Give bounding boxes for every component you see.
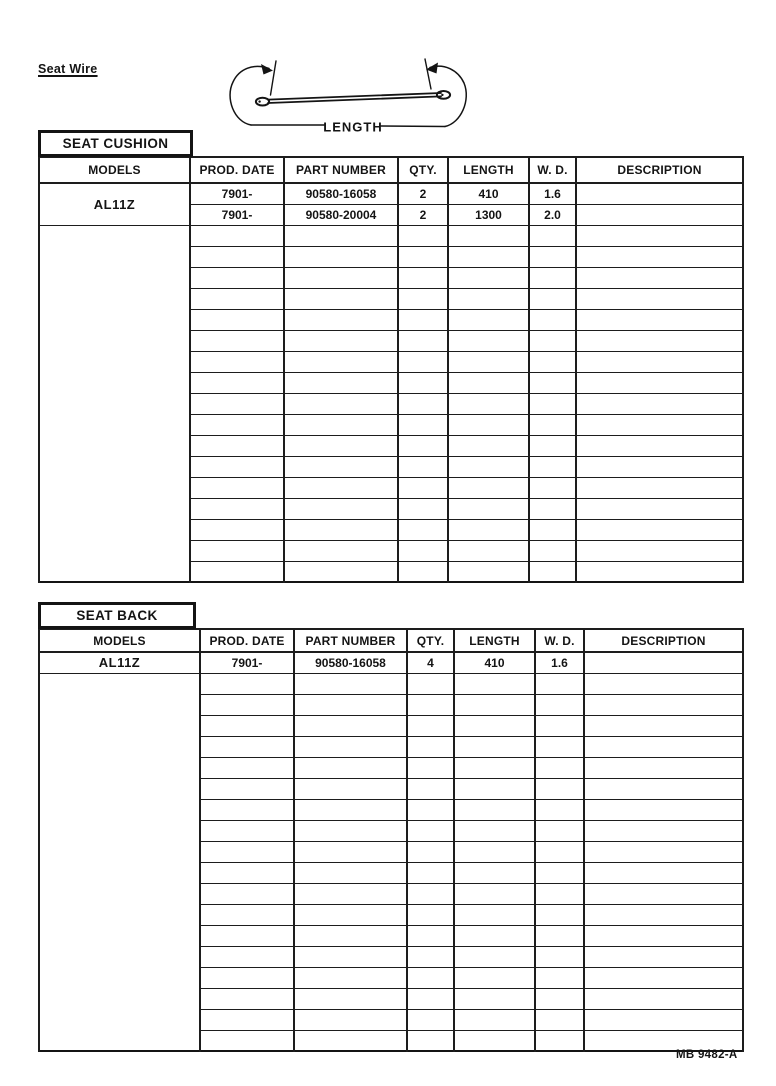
empty-cell (448, 288, 529, 309)
empty-cell (200, 736, 294, 757)
table-header (39, 157, 743, 183)
empty-cell (448, 372, 529, 393)
empty-cell (284, 414, 398, 435)
empty-cell (454, 1009, 535, 1030)
empty-cell (448, 414, 529, 435)
empty-cell (584, 946, 743, 967)
empty-cell (398, 309, 448, 330)
empty-cell (294, 778, 407, 799)
empty-models-cell (39, 225, 190, 582)
empty-cell (535, 904, 584, 925)
empty-cell (294, 673, 407, 694)
column-header: MODELS (39, 157, 190, 183)
length-leader-right (381, 126, 445, 127)
empty-cell (448, 393, 529, 414)
empty-cell (576, 288, 743, 309)
empty-cell (529, 246, 576, 267)
empty-cell (454, 757, 535, 778)
empty-cell (398, 435, 448, 456)
empty-cell (454, 988, 535, 1009)
empty-cell (535, 736, 584, 757)
empty-cell (398, 246, 448, 267)
empty-cell (576, 393, 743, 414)
empty-cell (576, 540, 743, 561)
empty-cell (576, 498, 743, 519)
empty-cell (294, 988, 407, 1009)
empty-cell (448, 309, 529, 330)
empty-cell (407, 799, 454, 820)
column-header: MODELS (39, 629, 200, 652)
empty-cell (294, 736, 407, 757)
empty-cell (448, 246, 529, 267)
empty-cell (200, 757, 294, 778)
empty-cell (529, 267, 576, 288)
empty-cell (448, 435, 529, 456)
empty-cell (398, 330, 448, 351)
empty-cell (398, 225, 448, 246)
empty-cell (190, 561, 284, 582)
cell-length: 1300 (448, 204, 529, 225)
empty-cell (190, 540, 284, 561)
empty-cell (454, 967, 535, 988)
empty-cell (284, 393, 398, 414)
empty-cell (535, 715, 584, 736)
empty-cell (448, 561, 529, 582)
empty-cell (407, 904, 454, 925)
empty-cell (454, 904, 535, 925)
empty-row (39, 225, 743, 246)
empty-cell (529, 372, 576, 393)
doc-code: MB 9482-A (676, 1049, 738, 1061)
left-extension-line (271, 61, 277, 95)
empty-cell (584, 883, 743, 904)
wire-left-hook-eye (258, 100, 260, 102)
empty-cell (407, 862, 454, 883)
column-header: PART NUMBER (294, 629, 407, 652)
cell-description (576, 183, 743, 204)
empty-cell (454, 736, 535, 757)
empty-cell (200, 1030, 294, 1051)
cell-part_number: 90580-20004 (284, 204, 398, 225)
empty-cell (294, 799, 407, 820)
empty-cell (454, 841, 535, 862)
data-row (39, 183, 743, 204)
empty-cell (535, 841, 584, 862)
empty-cell (448, 225, 529, 246)
empty-cell (535, 757, 584, 778)
seat-cushion-table (38, 156, 744, 583)
empty-cell (190, 330, 284, 351)
empty-row (39, 673, 743, 694)
empty-cell (448, 477, 529, 498)
column-header: LENGTH (454, 629, 535, 652)
cell-description (576, 204, 743, 225)
empty-cell (529, 393, 576, 414)
empty-cell (529, 330, 576, 351)
empty-cell (529, 309, 576, 330)
seat-wire-diagram (228, 56, 473, 141)
empty-cell (200, 988, 294, 1009)
empty-cell (454, 778, 535, 799)
empty-cell (284, 456, 398, 477)
empty-cell (284, 288, 398, 309)
empty-cell (584, 862, 743, 883)
empty-cell (454, 715, 535, 736)
empty-cell (454, 862, 535, 883)
empty-cell (454, 694, 535, 715)
empty-cell (294, 715, 407, 736)
empty-cell (535, 925, 584, 946)
empty-cell (535, 1009, 584, 1030)
column-header: PART NUMBER (284, 157, 398, 183)
empty-cell (535, 694, 584, 715)
empty-cell (529, 477, 576, 498)
empty-cell (529, 561, 576, 582)
empty-cell (200, 778, 294, 799)
empty-cell (190, 288, 284, 309)
header-row (39, 157, 743, 183)
empty-cell (190, 246, 284, 267)
empty-cell (454, 820, 535, 841)
empty-cell (407, 988, 454, 1009)
column-header: PROD. DATE (200, 629, 294, 652)
empty-cell (535, 1030, 584, 1051)
empty-cell (529, 288, 576, 309)
empty-cell (190, 225, 284, 246)
cell-wd: 2.0 (529, 204, 576, 225)
left-dimension-arc (230, 66, 269, 125)
empty-cell (398, 288, 448, 309)
empty-cell (576, 330, 743, 351)
empty-cell (284, 519, 398, 540)
empty-cell (576, 246, 743, 267)
data-row (39, 652, 743, 673)
empty-cell (407, 757, 454, 778)
column-header: W. D. (535, 629, 584, 652)
empty-cell (407, 820, 454, 841)
empty-cell (294, 841, 407, 862)
wire-rod (268, 93, 441, 100)
empty-cell (448, 267, 529, 288)
cell-qty: 2 (398, 204, 448, 225)
empty-cell (284, 246, 398, 267)
empty-cell (200, 862, 294, 883)
empty-cell (398, 477, 448, 498)
empty-cell (407, 694, 454, 715)
empty-cell (407, 967, 454, 988)
empty-cell (190, 456, 284, 477)
empty-cell (200, 967, 294, 988)
empty-cell (398, 456, 448, 477)
empty-cell (576, 225, 743, 246)
cell-qty: 2 (398, 183, 448, 204)
empty-cell (576, 267, 743, 288)
empty-cell (284, 309, 398, 330)
empty-cell (284, 330, 398, 351)
empty-cell (407, 883, 454, 904)
right-extension-line (425, 59, 431, 89)
empty-cell (535, 988, 584, 1009)
empty-cell (200, 694, 294, 715)
empty-cell (529, 351, 576, 372)
empty-cell (576, 351, 743, 372)
empty-cell (584, 988, 743, 1009)
empty-cell (398, 498, 448, 519)
empty-cell (448, 330, 529, 351)
column-header: PROD. DATE (190, 157, 284, 183)
empty-cell (584, 736, 743, 757)
empty-cell (294, 694, 407, 715)
cell-qty: 4 (407, 652, 454, 673)
empty-cell (294, 862, 407, 883)
empty-cell (535, 946, 584, 967)
empty-cell (584, 925, 743, 946)
table-header (39, 629, 743, 652)
empty-cell (584, 778, 743, 799)
empty-cell (454, 1030, 535, 1051)
empty-cell (284, 435, 398, 456)
empty-cell (200, 820, 294, 841)
empty-cell (454, 799, 535, 820)
empty-models-cell (39, 673, 200, 1051)
empty-cell (529, 225, 576, 246)
cell-prod_date: 7901- (190, 204, 284, 225)
empty-cell (407, 925, 454, 946)
empty-cell (584, 757, 743, 778)
empty-cell (398, 393, 448, 414)
column-header: LENGTH (448, 157, 529, 183)
empty-cell (398, 351, 448, 372)
empty-cell (584, 715, 743, 736)
empty-cell (398, 267, 448, 288)
empty-cell (294, 967, 407, 988)
empty-cell (200, 946, 294, 967)
header-row (39, 629, 743, 652)
empty-cell (200, 925, 294, 946)
empty-cell (584, 673, 743, 694)
empty-cell (584, 967, 743, 988)
empty-cell (284, 351, 398, 372)
empty-cell (398, 561, 448, 582)
length-label: LENGTH (323, 119, 383, 135)
empty-cell (294, 946, 407, 967)
table-body (39, 652, 743, 1051)
empty-cell (576, 435, 743, 456)
empty-cell (294, 1009, 407, 1030)
column-header: QTY. (407, 629, 454, 652)
empty-cell (454, 673, 535, 694)
section-title-seat-cushion: SEAT CUSHION (38, 130, 193, 157)
empty-cell (584, 904, 743, 925)
empty-cell (190, 519, 284, 540)
wire-left-hook (256, 98, 269, 106)
empty-cell (190, 477, 284, 498)
empty-cell (576, 309, 743, 330)
empty-cell (576, 519, 743, 540)
empty-cell (576, 477, 743, 498)
table-body (39, 183, 743, 582)
empty-cell (529, 519, 576, 540)
empty-cell (284, 267, 398, 288)
empty-cell (448, 498, 529, 519)
column-header: QTY. (398, 157, 448, 183)
empty-cell (190, 309, 284, 330)
cell-prod_date: 7901- (200, 652, 294, 673)
empty-cell (576, 561, 743, 582)
left-arrowhead (261, 64, 273, 75)
empty-cell (398, 414, 448, 435)
cell-length: 410 (448, 183, 529, 204)
empty-cell (200, 673, 294, 694)
empty-cell (576, 414, 743, 435)
empty-cell (407, 736, 454, 757)
empty-cell (284, 540, 398, 561)
empty-cell (200, 841, 294, 862)
empty-cell (584, 1009, 743, 1030)
cell-wd: 1.6 (535, 652, 584, 673)
empty-cell (584, 799, 743, 820)
empty-cell (584, 694, 743, 715)
empty-cell (200, 904, 294, 925)
empty-cell (407, 778, 454, 799)
empty-cell (398, 519, 448, 540)
empty-cell (294, 1030, 407, 1051)
empty-cell (535, 799, 584, 820)
empty-cell (529, 414, 576, 435)
empty-cell (529, 540, 576, 561)
empty-cell (407, 1030, 454, 1051)
cell-description (584, 652, 743, 673)
empty-cell (190, 393, 284, 414)
cell-part_number: 90580-16058 (284, 183, 398, 204)
model-cell: AL11Z (39, 183, 190, 225)
column-header: DESCRIPTION (576, 157, 743, 183)
empty-cell (190, 351, 284, 372)
cell-part_number: 90580-16058 (294, 652, 407, 673)
empty-cell (294, 925, 407, 946)
empty-cell (535, 862, 584, 883)
empty-cell (407, 946, 454, 967)
empty-cell (448, 351, 529, 372)
empty-cell (454, 925, 535, 946)
cell-wd: 1.6 (529, 183, 576, 204)
section-title-seat-back: SEAT BACK (38, 602, 196, 629)
empty-cell (535, 673, 584, 694)
empty-cell (398, 372, 448, 393)
empty-cell (529, 498, 576, 519)
empty-cell (284, 498, 398, 519)
empty-cell (284, 225, 398, 246)
empty-cell (284, 372, 398, 393)
empty-cell (200, 715, 294, 736)
wire-rod (268, 96, 441, 103)
empty-cell (190, 372, 284, 393)
empty-cell (454, 883, 535, 904)
model-cell: AL11Z (39, 652, 200, 673)
cell-length: 410 (454, 652, 535, 673)
empty-cell (535, 778, 584, 799)
empty-cell (200, 799, 294, 820)
seat-back-table (38, 628, 744, 1052)
empty-cell (200, 883, 294, 904)
wire-right-hook-eye (441, 94, 443, 96)
empty-cell (294, 883, 407, 904)
empty-cell (576, 456, 743, 477)
empty-cell (454, 946, 535, 967)
page-title: Seat Wire (38, 62, 98, 76)
empty-cell (407, 841, 454, 862)
empty-cell (407, 1009, 454, 1030)
empty-cell (284, 561, 398, 582)
empty-cell (584, 841, 743, 862)
empty-cell (576, 372, 743, 393)
empty-cell (407, 715, 454, 736)
empty-cell (535, 883, 584, 904)
empty-cell (294, 757, 407, 778)
empty-cell (529, 435, 576, 456)
empty-cell (448, 456, 529, 477)
column-header: DESCRIPTION (584, 629, 743, 652)
empty-cell (535, 820, 584, 841)
empty-cell (448, 519, 529, 540)
empty-cell (190, 435, 284, 456)
empty-cell (529, 456, 576, 477)
cell-prod_date: 7901- (190, 183, 284, 204)
empty-cell (190, 498, 284, 519)
empty-cell (535, 967, 584, 988)
empty-cell (190, 414, 284, 435)
empty-cell (448, 540, 529, 561)
empty-cell (584, 820, 743, 841)
column-header: W. D. (529, 157, 576, 183)
empty-cell (584, 1030, 743, 1051)
empty-cell (294, 820, 407, 841)
empty-cell (398, 540, 448, 561)
empty-cell (190, 267, 284, 288)
empty-cell (294, 904, 407, 925)
empty-cell (200, 1009, 294, 1030)
empty-cell (284, 477, 398, 498)
empty-cell (407, 673, 454, 694)
